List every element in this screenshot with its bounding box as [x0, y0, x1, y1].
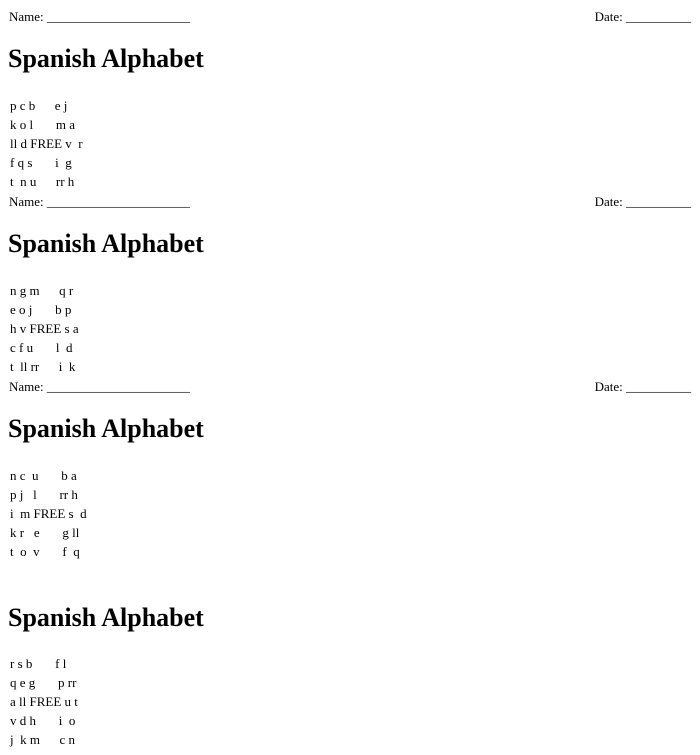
bingo-row: q e g p rr	[10, 675, 77, 690]
worksheet-card-2	[0, 185, 700, 374]
bingo-row: ll d FREE v r	[10, 136, 83, 151]
worksheet-card-4	[0, 555, 700, 747]
bingo-row: r s b f l	[10, 656, 67, 671]
bingo-row: h v FREE s a	[10, 321, 79, 336]
name-field-label: Name: ______________________	[9, 194, 190, 209]
bingo-row: n g m q r	[10, 283, 74, 298]
bingo-row: i m FREE s d	[10, 506, 87, 521]
bingo-row: t o v f q	[10, 544, 80, 559]
bingo-row: j k m c n	[10, 732, 75, 747]
bingo-row: v d h i o	[10, 713, 76, 728]
name-field-label: Name: ______________________	[9, 379, 190, 394]
bingo-row: n c u b a	[10, 468, 77, 483]
card-title: Spanish Alphabet	[8, 414, 204, 443]
bingo-grid	[10, 96, 83, 191]
bingo-row: a ll FREE u t	[10, 694, 78, 709]
bingo-row: t ll rr i k	[10, 359, 76, 374]
bingo-grid	[10, 466, 87, 561]
bingo-row: k r e g ll	[10, 525, 80, 540]
worksheet-card-1	[0, 0, 700, 189]
date-field-label: Date: __________	[594, 9, 691, 24]
card-title: Spanish Alphabet	[8, 44, 204, 73]
date-field-label: Date: __________	[594, 194, 691, 209]
card-title: Spanish Alphabet	[8, 603, 204, 632]
bingo-row: c f u l d	[10, 340, 73, 355]
bingo-row: p c b e j	[10, 98, 68, 113]
bingo-row: p j l rr h	[10, 487, 78, 502]
bingo-row: t n u rr h	[10, 174, 75, 189]
bingo-row: e o j b p	[10, 302, 72, 317]
name-field-label: Name: ______________________	[9, 9, 190, 24]
card-title: Spanish Alphabet	[8, 229, 204, 258]
bingo-row: f q s i g	[10, 155, 72, 170]
bingo-grid	[10, 654, 78, 749]
date-field-label: Date: __________	[594, 379, 691, 394]
bingo-grid	[10, 281, 79, 376]
worksheet-card-3	[0, 370, 700, 559]
bingo-row: k o l m a	[10, 117, 75, 132]
